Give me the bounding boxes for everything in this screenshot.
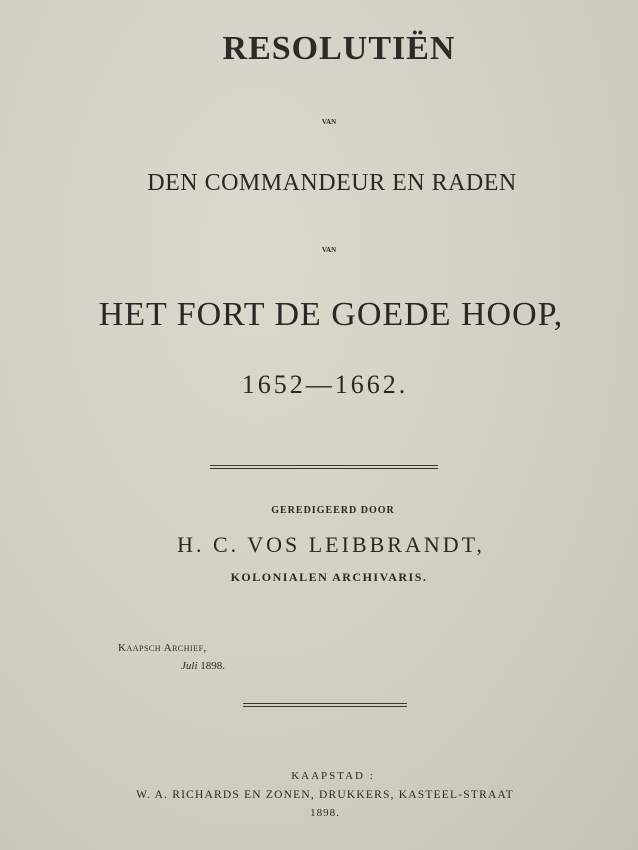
imprint-printer: W. A. RICHARDS EN ZONEN, DRUKKERS, KASTEEL-STRAAT (136, 789, 514, 801)
divider-rule-top (210, 465, 438, 469)
editor-label: GEREDIGEERD DOOR (271, 505, 395, 516)
dateline-date (181, 660, 225, 672)
divider-rule-bottom (243, 703, 407, 707)
imprint-city: KAAPSTAD : (291, 770, 375, 782)
subtitle-commandeur: DEN COMMANDEUR EN RADEN (147, 170, 517, 196)
year-range: 1652—1662. (241, 370, 409, 399)
editor-role: KOLONIALEN ARCHIVARIS. (230, 570, 428, 584)
subtitle-fort: HET FORT DE GOEDE HOOP, (98, 296, 564, 333)
book-title: RESOLUTIËN (222, 30, 456, 67)
imprint-year: 1898. (310, 807, 340, 819)
editor-name: H. C. VOS LEIBBRANDT, (177, 532, 485, 557)
dateline-year: 1898. (200, 660, 225, 672)
connector-van-2: van (321, 244, 337, 255)
dateline-month: Juli (181, 660, 198, 672)
dateline-place: Kaapsch Archief, (118, 642, 207, 654)
connector-van-1: van (321, 116, 337, 127)
